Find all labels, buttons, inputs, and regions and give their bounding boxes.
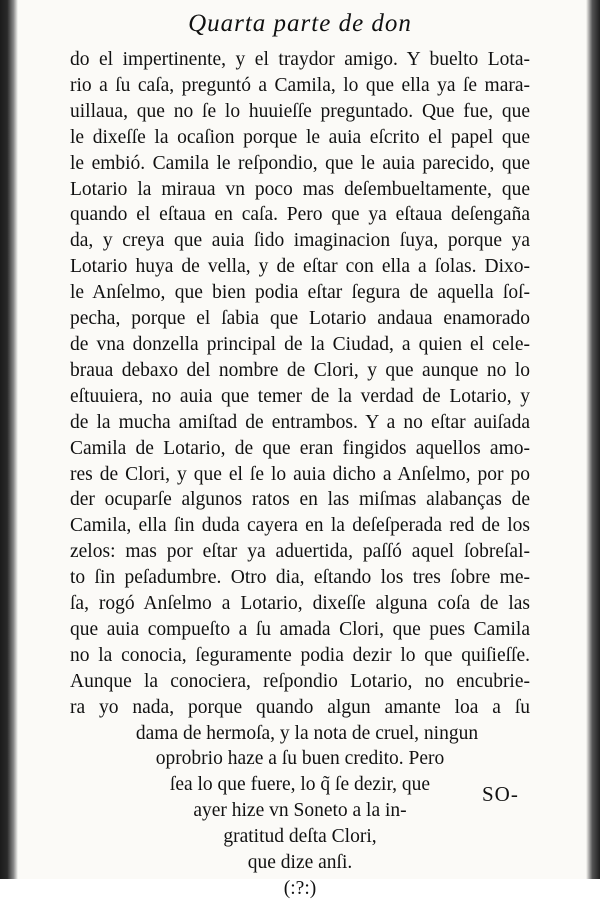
- text-line: to ſin peſadumbre. Otro dia, eſtando los tres ſobre me-: [70, 567, 530, 589]
- centered-line: oprobrio haze a ſu buen credito. Pero: [155, 748, 445, 770]
- text-line: de vna donzella principal de la Ciudad, a quien el cele-: [70, 333, 530, 355]
- centered-line: ſea lo que fuere, lo q̃ ſe dezir, que: [169, 774, 431, 796]
- text-line: quando el eſtaua en caſa. Pero que ya eſtaua deſengaña: [70, 204, 530, 226]
- running-head: Quarta parte de don: [188, 10, 412, 37]
- text-line: que auia compueſto a ſu amada Clori, que pues Camila: [70, 618, 530, 640]
- centered-line: gratitud deſta Clori,: [223, 826, 377, 848]
- text-line: Aunque la conociera, reſpondio Lotario, no encubrie-: [70, 670, 530, 692]
- text-line: eſtuuiera, no auia que temer de la verdad de Lotario, y: [70, 385, 530, 407]
- closing-block: [70, 721, 530, 902]
- centered-line: dama de hermoſa, y la nota de cruel, ningun: [135, 722, 479, 744]
- text-line: braua debaxo del nombre de Clori, y que aunque no lo: [70, 359, 530, 381]
- text-line: rio a ſu caſa, preguntó a Camila, lo que ella ya ſe mara-: [70, 74, 530, 96]
- text-line: le dixeſſe la ocaſion porque le auia eſcrito el papel que: [70, 126, 530, 148]
- text-line: res de Clori, y que el ſe lo auia dicho a Anſelmo, por po: [70, 463, 530, 485]
- text-line: le embió. Camila le reſpondio, que le auia parecido, que: [70, 152, 530, 174]
- ornament: (:?:): [283, 878, 317, 899]
- body-text: [70, 47, 530, 902]
- text-line: da, y creya que auia ſido imaginacion ſuya, porque ya: [70, 230, 530, 252]
- text-line: uillaua, que no ſe lo huuieſſe preguntado. Que fue, que: [70, 100, 530, 122]
- text-line: Lotario huya de vella, y de eſtar con ella a ſolas. Dixo-: [70, 256, 530, 278]
- text-line: no la conocia, ſeguramente podia dezir lo que quiſieſſe.: [70, 644, 530, 666]
- page-edge-shadow: [586, 0, 600, 879]
- text-line: le Anſelmo, que bien podia eſtar ſegura de aquella ſoſ-: [70, 282, 530, 304]
- text-line: de la mucha amiſtad de entrambos. Y a no eſtar auiſada: [70, 411, 530, 433]
- centered-line: ayer hize vn Soneto a la in-: [193, 800, 407, 822]
- centered-line: que dize anſi.: [247, 852, 353, 874]
- page-binding-shadow: [0, 0, 18, 879]
- text-line: ſa, rogó Anſelmo a Lotario, dixeſſe alguna coſa de las: [70, 593, 530, 615]
- text-line: Camila de Lotario, de que eran fingidos aquellos amo-: [70, 437, 530, 459]
- catchword: SO-: [482, 782, 519, 806]
- text-line: Camila, ella ſin duda cayera en la deſeſperada red de los: [70, 515, 530, 537]
- text-line: pecha, porque el ſabia que Lotario andaua enamorado: [70, 308, 530, 330]
- text-line: ra yo nada, porque quando algun amante loa a ſu: [70, 696, 530, 718]
- text-line: der ocuparſe algunos ratos en las miſmas alabanças de: [70, 489, 530, 511]
- text-line: do el impertinente, y el traydor amigo. Y buelto Lota-: [70, 49, 530, 70]
- text-line: Lotario la miraua vn poco mas deſembueltamente, que: [70, 178, 530, 200]
- text-line: zelos: mas por eſtar ya aduertida, paſſó aquel ſobreſal-: [70, 541, 530, 563]
